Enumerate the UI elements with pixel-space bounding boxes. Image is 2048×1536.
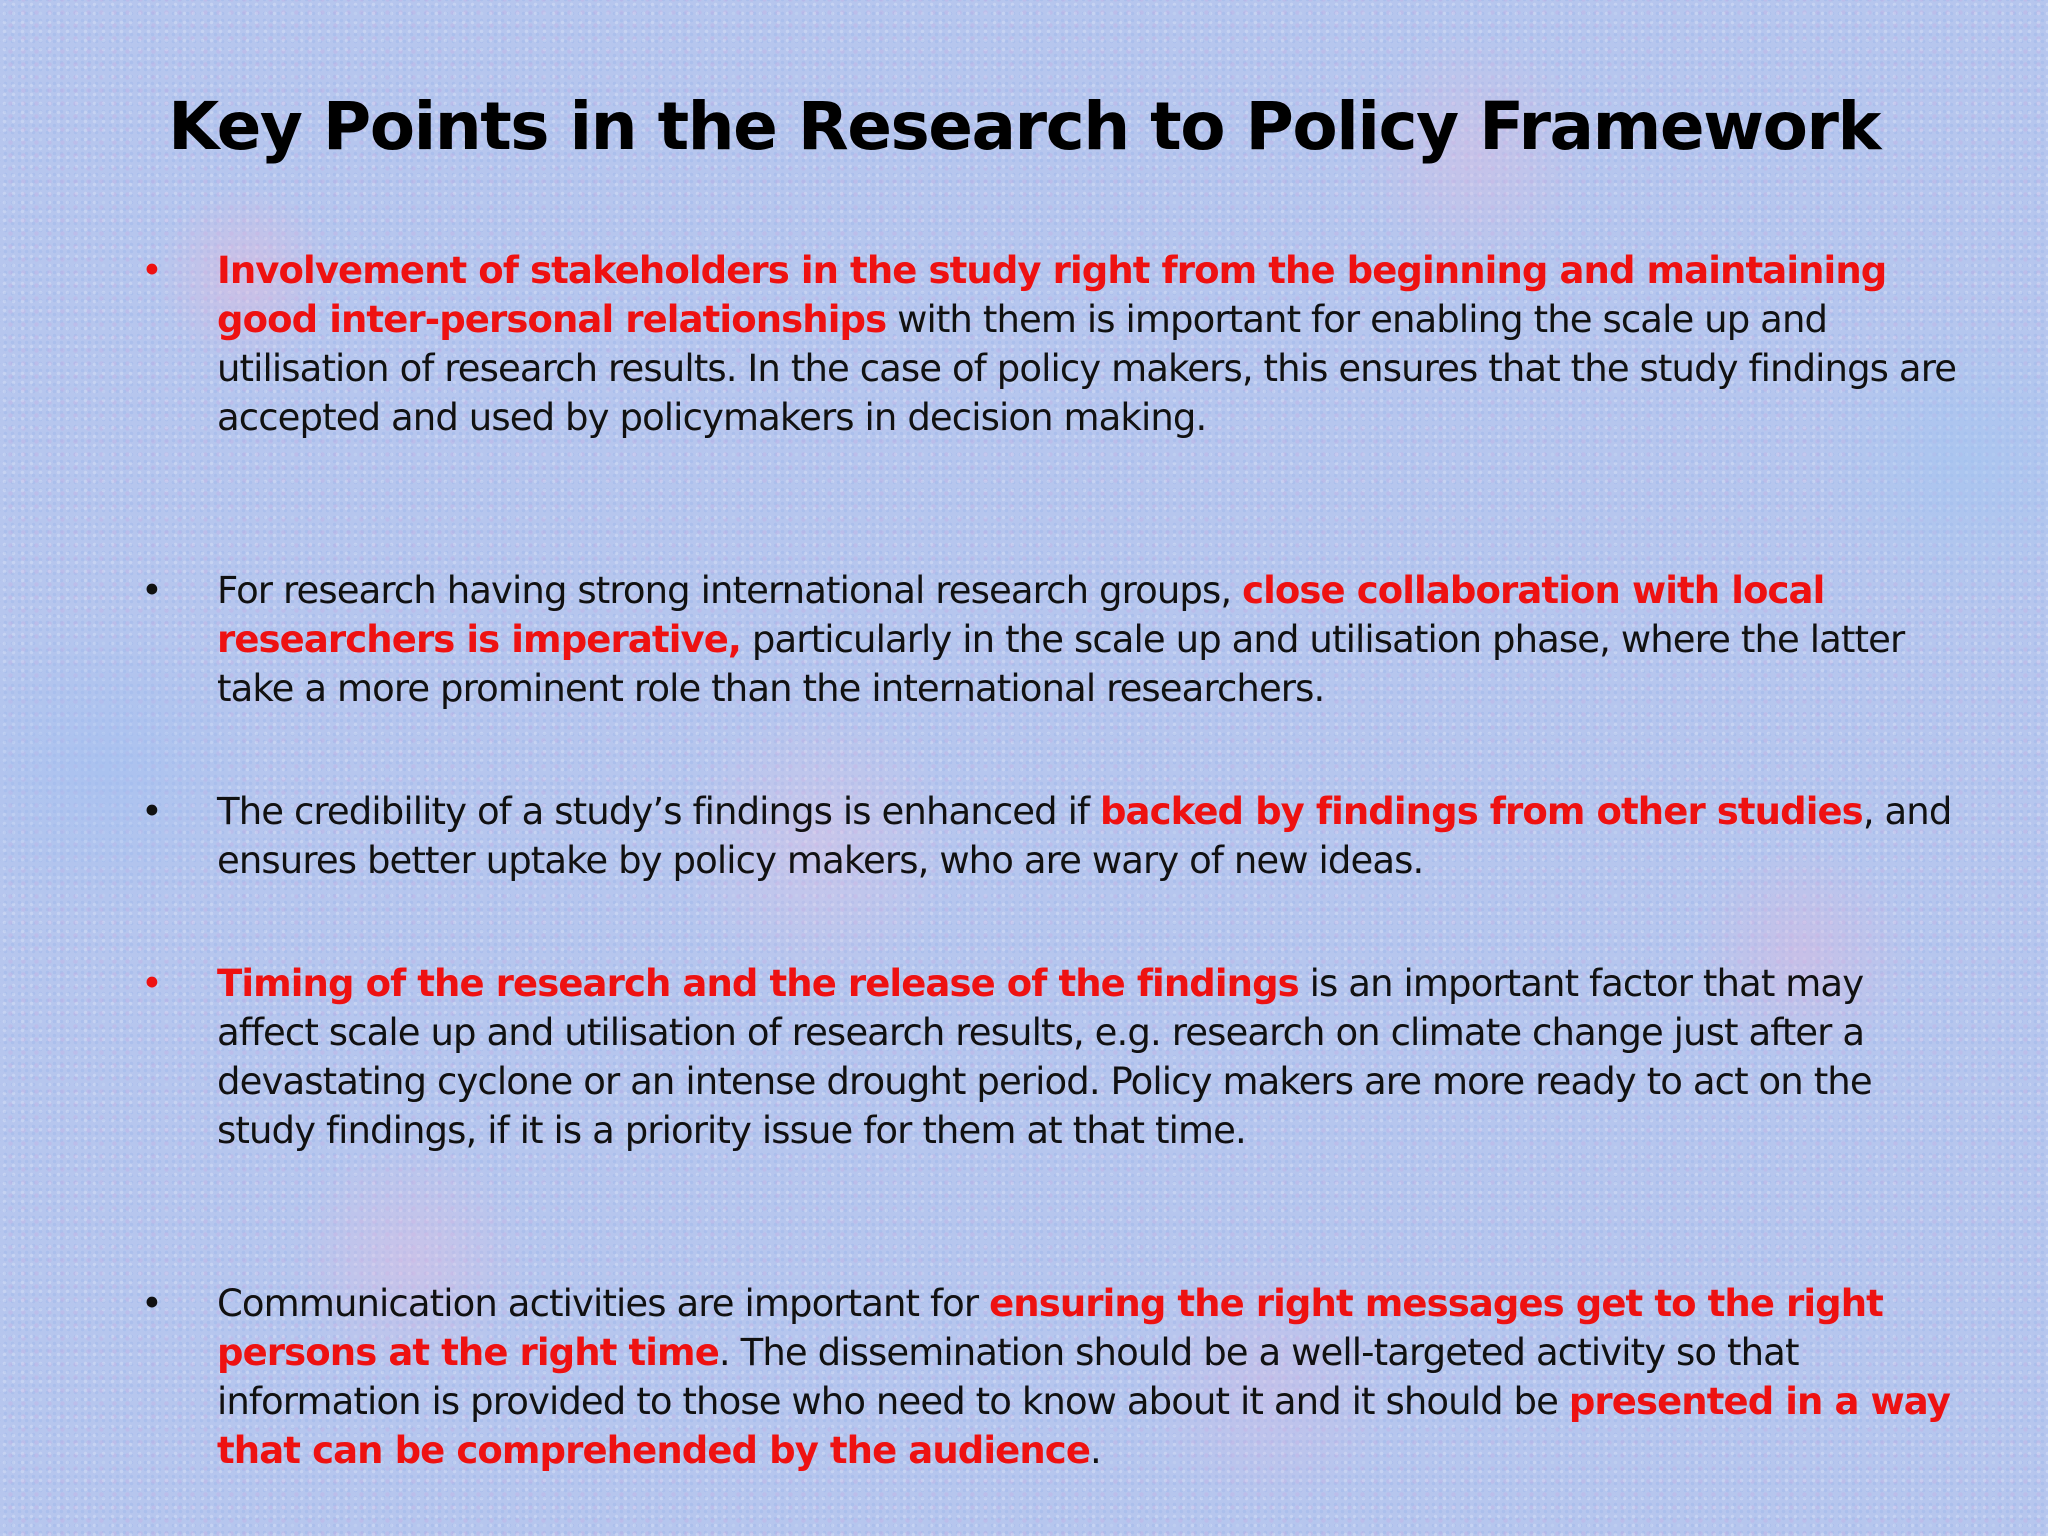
bullet-marker: • (141, 962, 162, 1005)
bullet-item-timing (141, 959, 1957, 1155)
bullet-item-communication (141, 1279, 1957, 1475)
bullet-marker: • (141, 790, 162, 833)
bullet-marker: • (141, 569, 162, 612)
bullet-segment: Communication activities are important for (217, 1282, 990, 1325)
bullet-marker: • (141, 249, 162, 292)
bullet-highlight: Involvement of stakeholders in the study right from the beginning and maintaining good inter-personal relationships (217, 249, 1887, 341)
bullet-text (217, 1282, 1950, 1472)
bullet-marker: • (141, 1282, 162, 1325)
bullet-text (217, 962, 1872, 1152)
bullet-highlight: backed by findings from other studies (1099, 790, 1863, 833)
bullet-highlight: ensuring the right messages get to the right persons at the right time (217, 1282, 1883, 1374)
bullet-text (217, 569, 1904, 710)
bullet-item-credibility (141, 787, 1957, 885)
bullet-item-stakeholder-involvement (141, 246, 1957, 442)
bullet-highlight: close collaboration with local researchers is imperative, (217, 569, 1825, 661)
bullet-segment: For research having strong international research groups, (217, 569, 1243, 612)
bullet-text (217, 790, 1951, 882)
bullet-item-local-collaboration (141, 566, 1957, 713)
bullet-segment: The credibility of a study’s findings is enhanced if (217, 790, 1100, 833)
bullet-text (217, 249, 1956, 439)
bullet-segment: is an important factor that may affect scale up and utilisation of research results, e.g. research on climate change just after a devastating cyclone or an intense drought period. Policy makers are more ready to act on the study findings, if it is a priority issue for them at that time. (217, 962, 1872, 1152)
bullet-segment: with them is important for enabling the scale up and utilisation of research results. In the case of policy makers, this ensures that the study findings are accepted and used by policymakers in decision making. (217, 298, 1957, 439)
slide-title: Key Points in the Research to Policy Framework (168, 88, 1880, 165)
bullet-segment: , and ensures better uptake by policy makers, who are wary of new ideas. (217, 790, 1952, 882)
bullet-highlight: Timing of the research and the release of the findings (217, 962, 1299, 1005)
bullet-segment: particularly in the scale up and utilisation phase, where the latter take a more prominent role than the international researchers. (217, 618, 1905, 710)
bullet-highlight: presented in a way that can be comprehended by the audience (217, 1380, 1950, 1472)
bullet-segment: . (1090, 1429, 1101, 1472)
bullet-segment: . The dissemination should be a well-targeted activity so that information is provided to those who need to know about it and it should be (217, 1331, 1799, 1423)
